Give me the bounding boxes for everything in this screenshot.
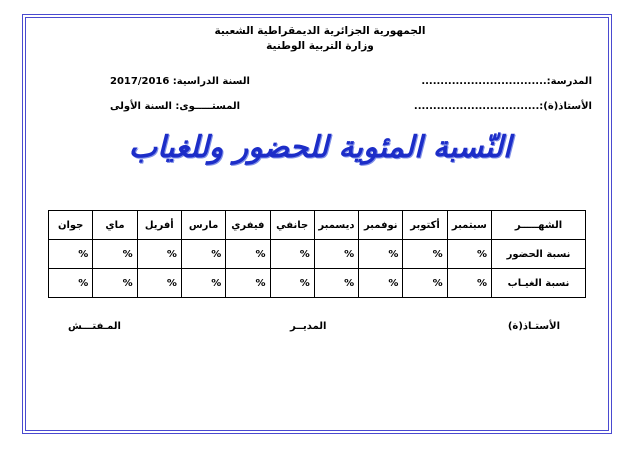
inspector-signature-label: المـفتـــش — [68, 321, 121, 332]
percent-cell: % — [314, 240, 358, 269]
percent-cell: % — [181, 240, 225, 269]
percent-cell: % — [181, 269, 225, 298]
percent-cell: % — [447, 269, 491, 298]
director-signature-label: المديــر — [290, 321, 327, 332]
percent-cell: % — [226, 240, 270, 269]
month-header-cell: الشهـــــر — [492, 211, 586, 240]
school-field: المدرسة:................................. — [421, 76, 592, 87]
percent-cell: % — [226, 269, 270, 298]
percent-cell: % — [359, 240, 403, 269]
month-cell: أكتوبر — [403, 211, 447, 240]
row-label: نسبة الحضور — [492, 240, 586, 269]
percent-cell: % — [403, 240, 447, 269]
table-row — [49, 240, 586, 269]
page-title: النّسبة المئوية للحضور وللغياب — [128, 130, 512, 165]
month-cell: سبتمبر — [447, 211, 491, 240]
teacher-field: الأستاذ(ة):................................. — [413, 101, 592, 112]
percent-cell: % — [137, 240, 181, 269]
percent-cell: % — [49, 269, 93, 298]
percent-cell: % — [93, 269, 137, 298]
month-cell: نوفمبر — [359, 211, 403, 240]
school-year: السنة الدراسية: 2017/2016 — [110, 76, 250, 87]
percent-cell: % — [93, 240, 137, 269]
month-cell: جوان — [49, 211, 93, 240]
month-cell: فيفري — [226, 211, 270, 240]
month-cell: ديسمبر — [314, 211, 358, 240]
percent-cell: % — [49, 240, 93, 269]
level-field: المستـــــوى: السنة الأولى — [110, 101, 241, 112]
republic-header: الجمهورية الجزائرية الديمقراطية الشعبية — [214, 25, 426, 37]
month-cell: أفريل — [137, 211, 181, 240]
percent-cell: % — [359, 269, 403, 298]
ministry-header: وزارة التربية الوطنية — [266, 40, 374, 52]
month-cell: مارس — [181, 211, 225, 240]
month-cell: ماي — [93, 211, 137, 240]
percent-cell: % — [270, 240, 314, 269]
percent-cell: % — [403, 269, 447, 298]
table-row — [49, 269, 586, 298]
percent-cell: % — [270, 269, 314, 298]
attendance-table — [48, 210, 586, 298]
percent-cell: % — [137, 269, 181, 298]
month-cell: جانفي — [270, 211, 314, 240]
row-label: نسبة الغيـاب — [492, 269, 586, 298]
teacher-signature-label: الأستـاذ(ة) — [507, 321, 560, 332]
percent-cell: % — [447, 240, 491, 269]
percent-cell: % — [314, 269, 358, 298]
table-header-row — [49, 211, 586, 240]
